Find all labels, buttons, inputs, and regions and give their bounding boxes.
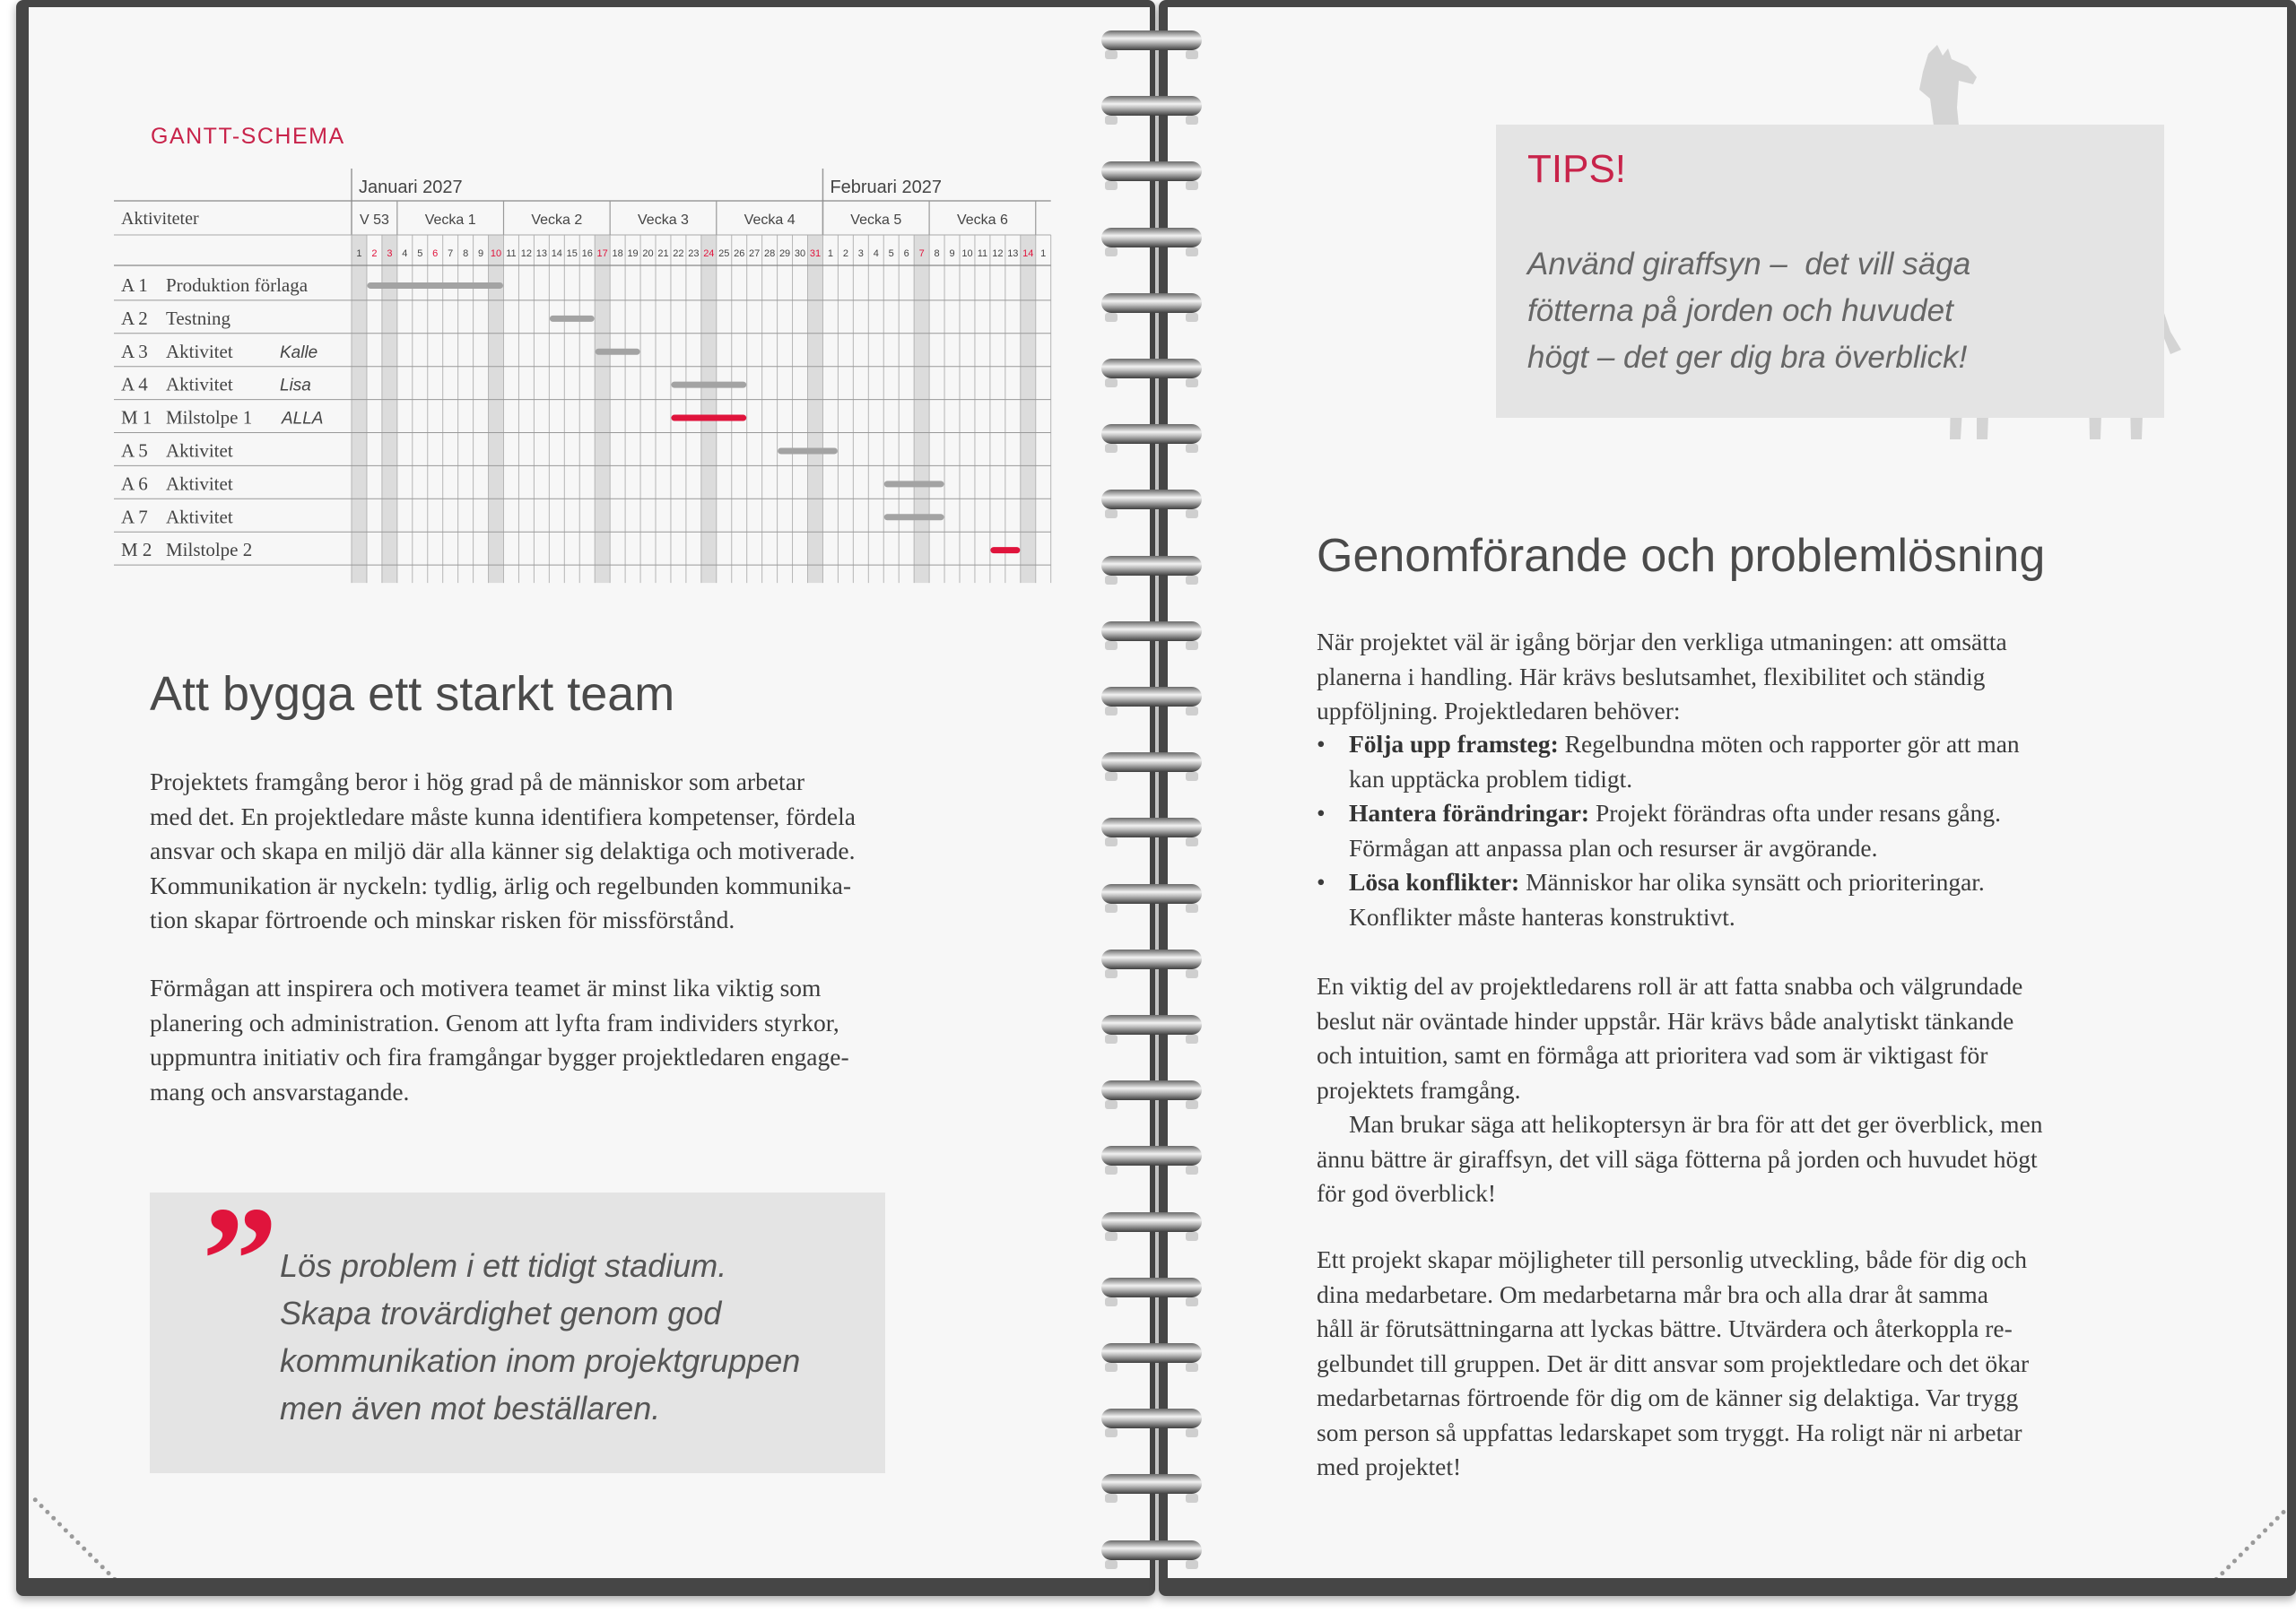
text-line: och intuition, samt en förmåga att prioritera vad som är viktigast för <box>1317 1041 1988 1069</box>
gantt-activities-header: Aktiviteter <box>121 209 199 229</box>
gantt-day-number: 18 <box>612 248 623 259</box>
text-line: håll är förutsättningarna att lyckas bättre. Utvärdera och återkoppla re- <box>1317 1314 2013 1342</box>
gantt-shade-column <box>1021 235 1036 583</box>
bullet-list <box>1317 727 2160 934</box>
text-line: gelbundet till gruppen. Det är ditt ansvar som projektledare och det ökar <box>1317 1349 2030 1377</box>
gantt-week-label: Vecka 1 <box>424 213 476 228</box>
gantt-day-number: 5 <box>888 248 894 259</box>
gantt-day-number: 26 <box>734 248 745 259</box>
gantt-row-code: A 2 <box>121 307 148 329</box>
gantt-title: GANTT-SCHEMA <box>151 124 345 149</box>
gantt-row-name: Milstolpe 1 <box>166 406 253 429</box>
text-line: planerna i handling. Här krävs beslutsamhet, flexibilitet och ständig <box>1317 662 1986 690</box>
quote-line: kommunikation inom projektgruppen <box>280 1342 801 1379</box>
bullet-item <box>1317 865 2160 934</box>
text-line: som person så uppfattas ledarskapet som tryggt. Ha roligt när ni arbetar <box>1317 1418 2022 1446</box>
bullet-text: Regelbundna möten och rapporter gör att man <box>1558 730 2020 758</box>
text-line: dina medarbetare. Om medarbetarna mår bra och alla drar åt samma <box>1317 1279 1988 1308</box>
text-line: mang och ansvarstagande. <box>150 1077 410 1106</box>
quote-line: men även mot beställaren. <box>280 1390 661 1427</box>
gantt-row-code: A 1 <box>121 274 148 296</box>
gantt-day-number: 10 <box>490 248 502 259</box>
gantt-shade-column <box>701 235 717 583</box>
tips-line: högt – det ger dig bra överblick! <box>1527 340 1968 375</box>
quote-mark-icon: ” <box>202 1175 278 1344</box>
bullet-dot-icon: • <box>1317 868 1326 896</box>
gantt-row-name: Aktivitet <box>166 439 233 462</box>
bullet-dot-icon: • <box>1317 799 1326 827</box>
gantt-row-code: A 4 <box>121 373 148 395</box>
text-line: Projektets framgång beror i hög grad på de människor som arbetar <box>150 768 805 795</box>
gantt-day-number: 6 <box>903 248 909 259</box>
gantt-row-code: A 3 <box>121 340 148 362</box>
text-line: tion skapar förtroende och minskar risken för missförstånd. <box>150 906 735 933</box>
gantt-row-code: A 5 <box>121 439 148 462</box>
gantt-day-number: 17 <box>596 248 608 259</box>
gantt-day-number: 11 <box>506 248 517 259</box>
gantt-row-name: Aktivitet <box>166 506 233 528</box>
tips-box <box>1496 125 2164 418</box>
gantt-row-code: A 6 <box>121 473 148 495</box>
quote-text <box>280 1242 800 1432</box>
gantt-row-name: Testning <box>166 307 231 329</box>
gantt-day-number: 11 <box>977 248 988 259</box>
gantt-row-name: Aktivitet <box>166 473 233 495</box>
bullet-bold: Lösa konflikter: <box>1349 868 1520 896</box>
gantt-day-number: 13 <box>1007 248 1019 259</box>
gantt-day-number: 20 <box>642 248 654 259</box>
gantt-row-name: Milstolpe 2 <box>166 539 253 561</box>
quote-box <box>150 1175 885 1473</box>
quote-line: Skapa trovärdighet genom god <box>280 1295 722 1331</box>
gantt-row-name: Aktivitet <box>166 373 233 395</box>
gantt-week-label: Vecka 3 <box>638 213 689 228</box>
gantt-day-number: 24 <box>703 248 715 259</box>
heading-execution: Genomförande och problemlösning <box>1317 530 2046 582</box>
heading-team: Att bygga ett starkt team <box>150 667 675 721</box>
gantt-day-number: 3 <box>857 248 864 259</box>
text-line: uppföljning. Projektledaren behöver: <box>1317 697 1681 724</box>
text-line: för god överblick! <box>1317 1179 1497 1207</box>
gantt-month-label: Februari 2027 <box>830 178 942 197</box>
gantt-day-number: 10 <box>961 248 973 259</box>
tips-text <box>1527 241 1970 381</box>
gantt-day-number: 27 <box>749 248 761 259</box>
gantt-day-number: 5 <box>417 248 423 259</box>
gantt-day-number: 12 <box>992 248 1004 259</box>
gantt-day-number: 8 <box>934 248 940 259</box>
gantt-day-number: 9 <box>478 248 484 259</box>
gantt-day-number: 2 <box>842 248 848 259</box>
gantt-day-number: 9 <box>949 248 955 259</box>
gantt-day-number: 30 <box>794 248 806 259</box>
bullet-dot-icon: • <box>1317 730 1326 758</box>
gantt-day-number: 28 <box>764 248 776 259</box>
bullet-line <box>1349 727 2160 762</box>
gantt-row-assignee: Lisa <box>280 376 311 395</box>
tips-line: fötterna på jorden och huvudet <box>1527 293 1953 328</box>
gantt-day-number: 1 <box>1040 248 1047 259</box>
bullet-line: kan upptäcka problem tidigt. <box>1349 764 1633 793</box>
gantt-shade-column <box>808 235 823 583</box>
text-line: ansvar och skapa en miljö där alla känner sig delaktiga och motiverade. <box>150 837 856 864</box>
gantt-day-number: 23 <box>688 248 700 259</box>
gantt-row-name: Produktion förlaga <box>166 274 309 296</box>
gantt-day-number: 2 <box>371 248 378 259</box>
text-line: med det. En projektledare måste kunna identifiera kompetenser, fördela <box>150 802 856 830</box>
bullet-item <box>1317 727 2160 796</box>
gantt-day-number: 21 <box>657 248 669 259</box>
text-line: beslut när oväntade hinder uppstår. Här krävs både analytiskt tänkande <box>1317 1006 2014 1035</box>
gantt-week-label: Vecka 6 <box>956 213 1008 228</box>
text-line: planering och administration. Genom att lyfta fram individers styrkor, <box>150 1008 839 1037</box>
gantt-day-number: 22 <box>673 248 684 259</box>
text-line: projektets framgång. <box>1317 1075 1521 1104</box>
gantt-day-number: 14 <box>551 248 562 259</box>
gantt-shade-column <box>914 235 929 583</box>
gantt-day-number: 4 <box>402 248 408 259</box>
gantt-day-number: 3 <box>387 248 393 259</box>
gantt-row-code: M 1 <box>121 406 152 429</box>
gantt-day-number: 12 <box>520 248 533 259</box>
quote-line: Lös problem i ett tidigt stadium. <box>280 1247 727 1284</box>
gantt-day-number: 25 <box>718 248 730 259</box>
text-line: ännu bättre är giraffsyn, det vill säga fötterna på jorden och huvudet högt <box>1317 1144 2038 1173</box>
bullet-bold: Hantera förändringar: <box>1349 799 1590 827</box>
gantt-week-label: Vecka 5 <box>850 213 902 228</box>
bullet-text: Projekt förändras ofta under resans gång. <box>1589 799 2002 827</box>
gantt-month-label: Januari 2027 <box>359 178 463 197</box>
gantt-day-number: 16 <box>581 248 593 259</box>
gantt-day-number: 1 <box>827 248 833 259</box>
gantt-day-number: 1 <box>356 248 362 259</box>
gantt-day-number: 7 <box>918 248 925 259</box>
gantt-shade-column <box>595 235 610 583</box>
bullet-line: Konflikter måste hanteras konstruktivt. <box>1349 902 1735 931</box>
bullet-line <box>1349 796 2160 831</box>
gantt-row-assignee: ALLA <box>282 409 324 429</box>
text-line: När projektet väl är igång börjar den verkliga utmaningen: att omsätta <box>1317 628 2007 655</box>
tips-line: Använd giraffsyn – det vill säga <box>1527 247 1971 282</box>
gantt-row-assignee: Kalle <box>280 343 318 362</box>
gantt-week-label: Vecka 4 <box>744 213 796 228</box>
gantt-day-number: 8 <box>463 248 469 259</box>
gantt-day-number: 29 <box>778 248 791 259</box>
tips-title: TIPS! <box>1527 147 1627 191</box>
gantt-day-number: 15 <box>566 248 578 259</box>
gantt-row-code: A 7 <box>121 506 148 528</box>
gantt-day-number: 31 <box>809 248 822 259</box>
text-line: medarbetarnas förtroende för dig om de känner sig delaktiga. Var trygg <box>1317 1383 2019 1411</box>
gantt-day-number: 14 <box>1022 248 1034 259</box>
gantt-row-code: M 2 <box>121 539 152 561</box>
gantt-day-number: 19 <box>627 248 639 259</box>
gantt-week-label: V 53 <box>359 213 389 228</box>
text-line: Förmågan att inspirera och motivera teamet är minst lika viktig som <box>150 974 822 1002</box>
text-line: med projektet! <box>1317 1453 1462 1480</box>
bullet-line <box>1349 865 2160 900</box>
text-line: Kommunikation är nyckeln: tydlig, ärlig och regelbunden kommunika- <box>150 871 852 899</box>
gantt-day-number: 6 <box>432 248 439 259</box>
gantt-shade-column <box>352 235 367 583</box>
text-line: En viktig del av projektledarens roll är att fatta snabba och välgrundade <box>1317 972 2023 1000</box>
text-line: uppmuntra initiativ och fira framgångar bygger projektledaren engage- <box>150 1043 849 1071</box>
gantt-day-number: 7 <box>448 248 454 259</box>
gantt-day-number: 4 <box>873 248 879 259</box>
text-line: Ett projekt skapar möjligheter till personlig utveckling, både för dig och <box>1317 1245 2027 1273</box>
gantt-row-name: Aktivitet <box>166 340 233 362</box>
bullet-line: Förmågan att anpassa plan och resurser är avgörande. <box>1349 833 1878 862</box>
bullet-bold: Följa upp framsteg: <box>1349 730 1559 758</box>
gantt-day-number: 13 <box>535 248 547 259</box>
gantt-week-label: Vecka 2 <box>531 213 583 228</box>
text-line: Man brukar säga att helikoptersyn är bra för att det ger överblick, men <box>1349 1110 2043 1138</box>
bullet-item <box>1317 796 2160 865</box>
bullet-text: Människor har olika synsätt och prioriteringar. <box>1519 868 1985 896</box>
